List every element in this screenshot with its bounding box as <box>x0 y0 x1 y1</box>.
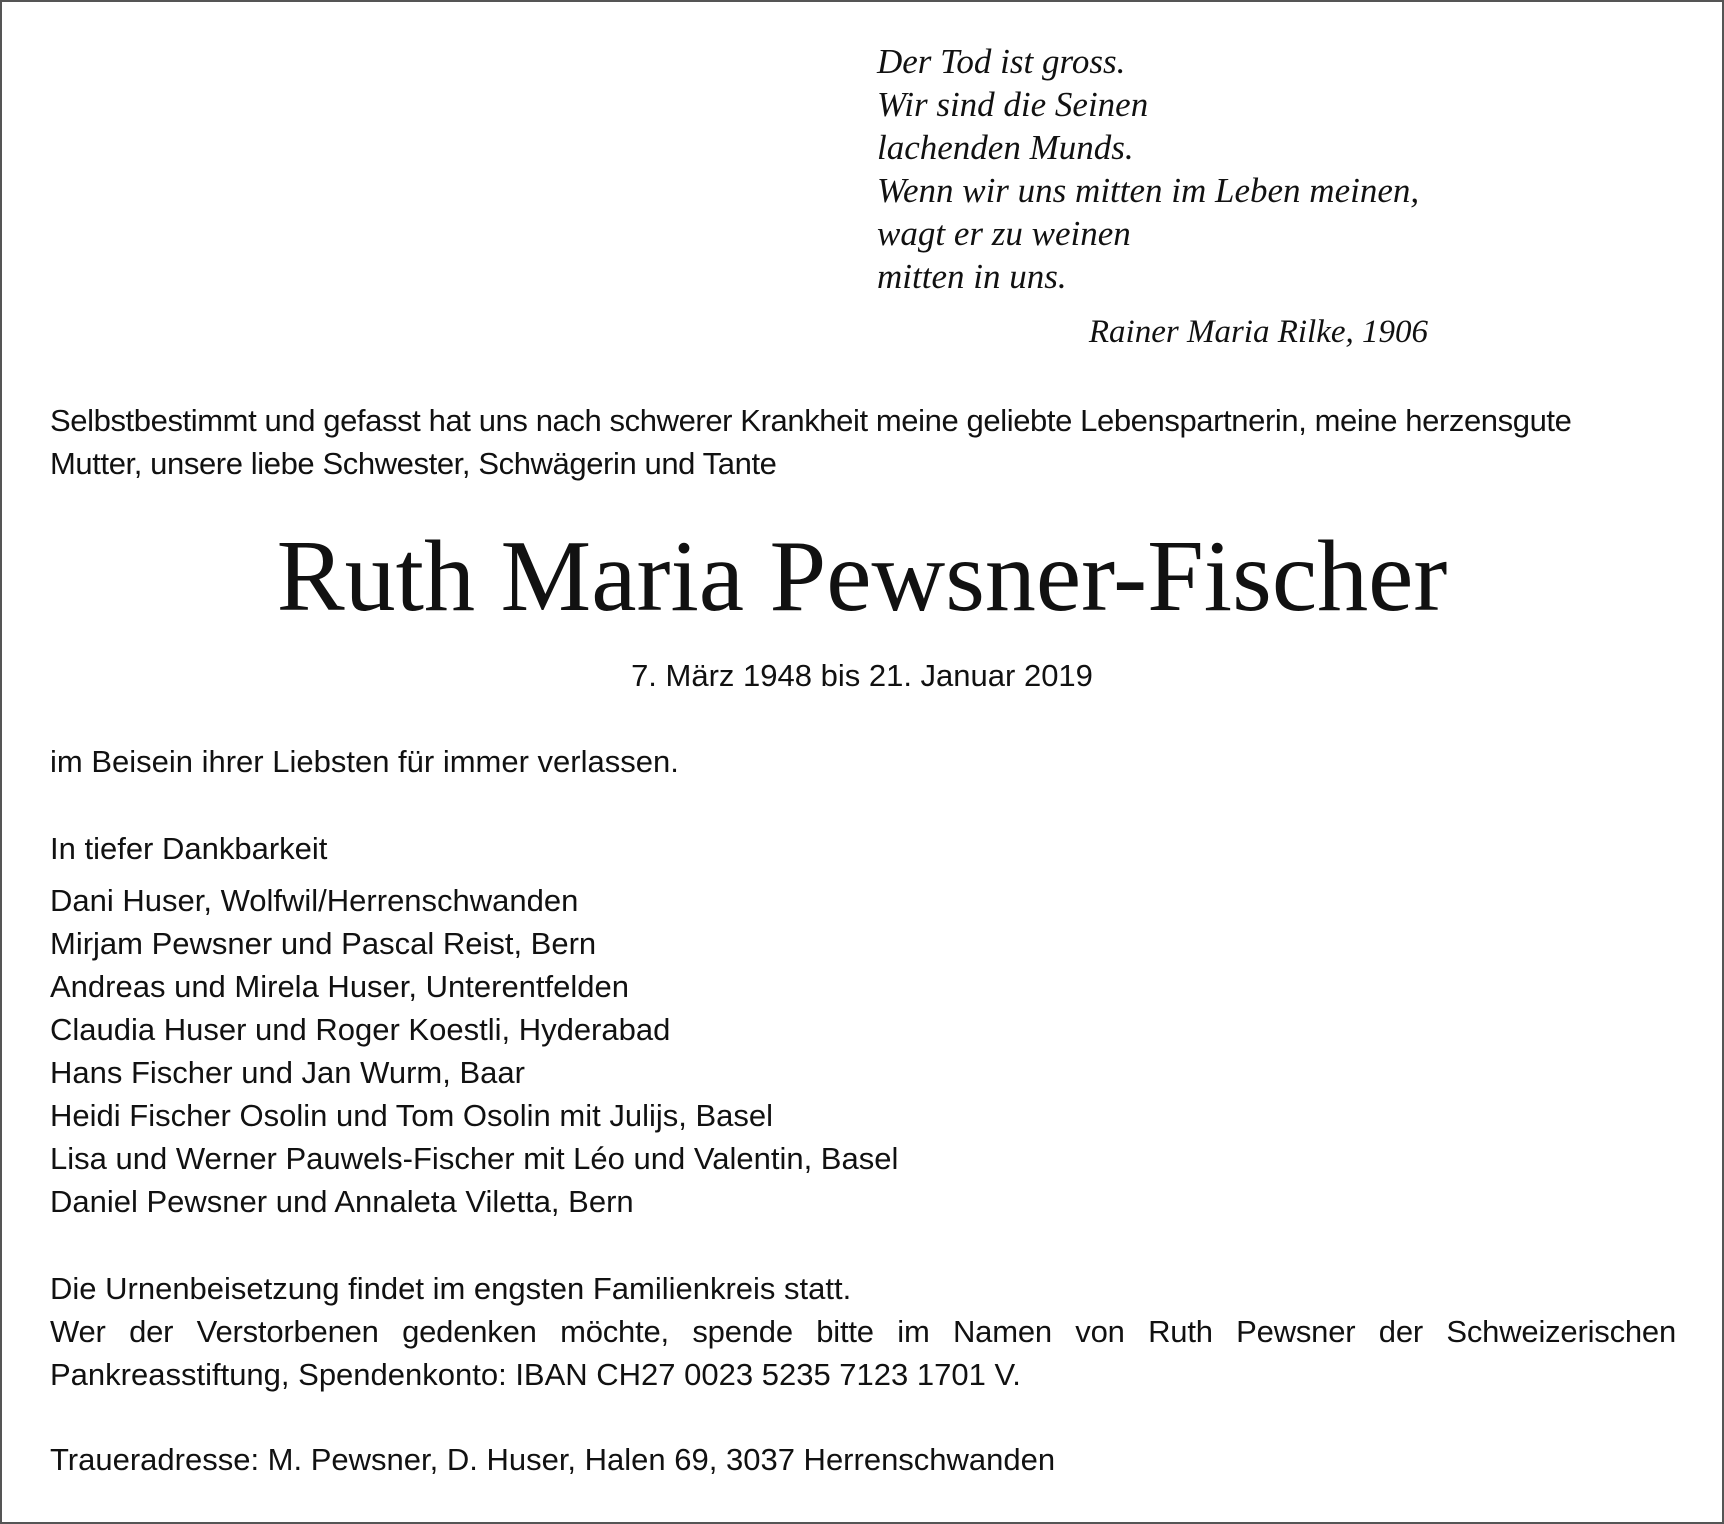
poem-line: Wir sind die Seinen <box>877 85 1149 124</box>
gratitude-heading: In tiefer Dankbarkeit <box>50 831 328 866</box>
mourner-entry: Hans Fischer und Jan Wurm, Baar <box>50 1055 525 1090</box>
deceased-name: Ruth Maria Pewsner-Fischer <box>276 520 1448 633</box>
mourning-address: Traueradresse: M. Pewsner, D. Huser, Halen 69, 3037 Herrenschwanden <box>50 1442 1056 1477</box>
mourner-entry: Dani Huser, Wolfwil/Herrenschwanden <box>50 883 579 918</box>
mourner-entry: Claudia Huser und Roger Koestli, Hyderabad <box>50 1012 671 1047</box>
poem-attribution: Rainer Maria Rilke, 1906 <box>1088 314 1428 350</box>
donation-account-text: Pankreasstiftung, Spendenkonto: IBAN CH27 0023 5235 7123 1701 V. <box>50 1357 1021 1392</box>
life-dates: 7. März 1948 bis 21. Januar 2019 <box>631 658 1093 693</box>
mourner-entry: Daniel Pewsner und Annaleta Viletta, Bern <box>50 1184 634 1219</box>
intro-line: Mutter, unsere liebe Schwester, Schwägerin und Tante <box>50 446 777 481</box>
mourner-entry: Heidi Fischer Osolin und Tom Osolin mit Julijs, Basel <box>50 1098 774 1133</box>
farewell-text: im Beisein ihrer Liebsten für immer verlassen. <box>50 744 679 779</box>
poem-line: Der Tod ist gross. <box>877 42 1126 81</box>
donation-text: Wer der Verstorbenen gedenken möchte, spende bitte im Namen von Ruth Pewsner der Schweizerischen <box>50 1314 1676 1349</box>
poem-verse <box>877 40 1437 298</box>
poem-line: mitten in uns. <box>877 257 1067 296</box>
burial-text: Die Urnenbeisetzung findet im engsten Familienkreis statt. <box>50 1271 852 1306</box>
poem-line: lachenden Munds. <box>877 128 1134 167</box>
mourner-entry: Lisa und Werner Pauwels-Fischer mit Léo und Valentin, Basel <box>50 1141 899 1176</box>
poem-line: Wenn wir uns mitten im Leben meinen, <box>877 171 1420 210</box>
mourners-list <box>50 879 898 1223</box>
mourner-entry: Andreas und Mirela Huser, Unterentfelden <box>50 969 629 1004</box>
poem-line: wagt er zu weinen <box>877 214 1131 253</box>
intro-paragraph <box>50 399 1680 485</box>
mourner-entry: Mirjam Pewsner und Pascal Reist, Bern <box>50 926 597 961</box>
funeral-notice <box>50 1267 1676 1396</box>
intro-line: Selbstbestimmt und gefasst hat uns nach schwerer Krankheit meine geliebte Lebenspartnerin, meine herzensgute <box>50 403 1572 438</box>
